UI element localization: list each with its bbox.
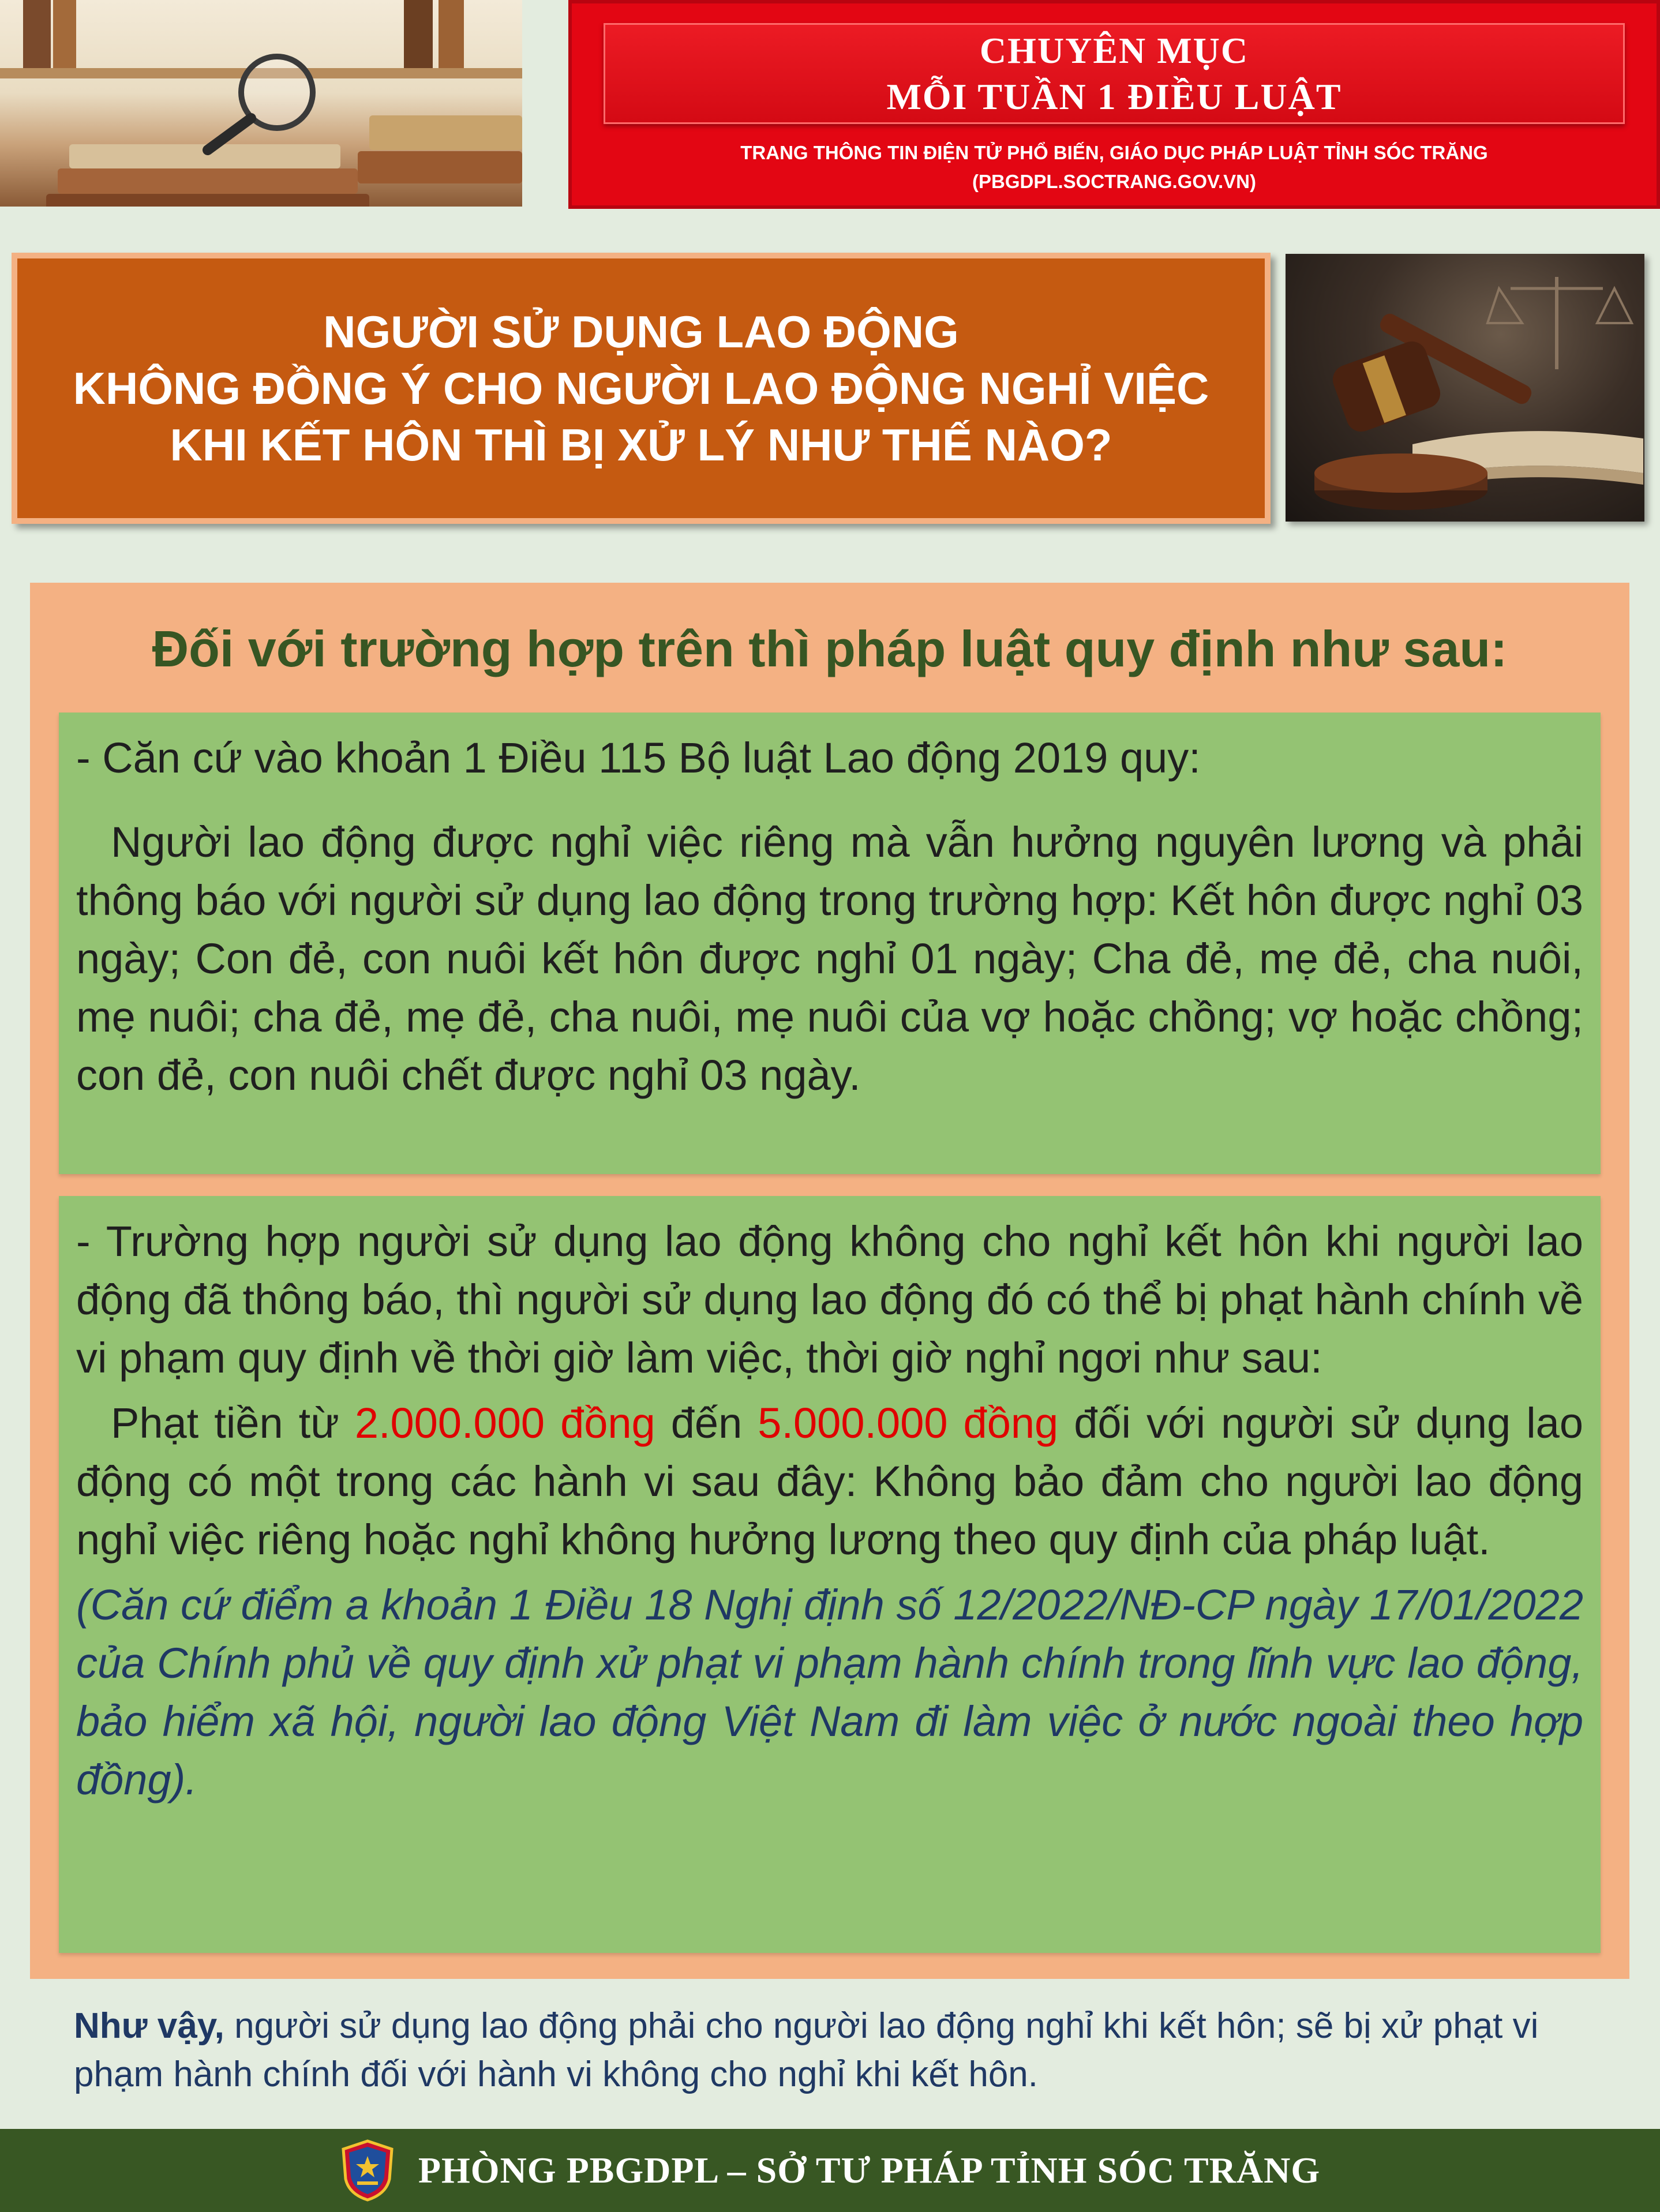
leave-rule-text: Người lao động được nghỉ việc riêng mà vẫn hưởng nguyên lương và phải thông báo với người sử dụng lao động trong trường hợp: Kết hôn được nghỉ 03 ngày; Con đẻ, con nuôi kết hôn được nghỉ 01 ngày; Cha đẻ, mẹ đẻ, cha nuôi, mẹ nuôi; cha đẻ, mẹ đẻ, cha nuôi, mẹ nuôi của vợ hoặc chồng; vợ hoặc chồng; con đẻ, con nuôi chết được nghỉ 03 ngày. [76,818,1583,1099]
gavel-icon [1286,254,1644,522]
fine-suffix: đối với người sử dụng lao động có một trong các hành vi sau đây: Không bảo đảm cho người lao động nghỉ việc riêng hoặc nghỉ không hưởng lương theo quy định của pháp luật. [76,1399,1583,1564]
header-banner [568,0,1660,209]
fine-min-amount: 2.000.000 đồng [354,1399,655,1447]
book-stack [369,115,522,150]
headline-line2: KHÔNG ĐỒNG Ý CHO NGƯỜI LAO ĐỘNG NGHỈ VIỆC [73,363,1209,414]
banner-title-line2: MỖI TUẦN 1 ĐIỀU LUẬT [886,76,1342,117]
citation-text: (Căn cứ điểm a khoản 1 Điều 18 Nghị định số 12/2022/NĐ-CP ngày 17/01/2022 của Chính phủ về quy định xử phạt vi phạm hành chính trong lĩnh vực lao động, bảo hiểm xã hội, người lao động Việt Nam đi làm việc ở nước ngoài theo hợp đồng). [76,1581,1583,1804]
fine-paragraph [76,1394,1583,1569]
footer-text: PHÒNG PBGDPL – SỞ TƯ PHÁP TỈNH SÓC TRĂNG [418,2150,1321,2191]
legal-basis-text: - Căn cứ vào khoản 1 Điều 115 Bộ luật Lao động 2019 quy: [76,734,1201,782]
violation-case-text: - Trường hợp người sử dụng lao động không cho nghỉ kết hôn khi người lao động đã thông báo, thì người sử dụng lao động đó có thể bị phạt hành chính về vi phạm quy định về thời giờ làm việc, thời giờ nghỉ ngơi như sau: [76,1217,1583,1382]
gavel-photo [1286,254,1644,522]
book-spine [53,0,76,68]
banner-subtitle-line2: (PBGDPL.SOCTRANG.GOV.VN) [972,171,1256,192]
fine-max-amount: 5.000.000 đồng [758,1399,1059,1447]
fine-prefix: Phạt tiền từ [111,1399,355,1447]
conclusion [74,2002,1586,2099]
books-photo [0,0,522,207]
book-spine [23,0,51,68]
headline-line3: KHI KẾT HÔN THÌ BỊ XỬ LÝ NHƯ THẾ NÀO? [170,419,1112,470]
content-panel [30,583,1629,1979]
headline-line1: NGƯỜI SỬ DỤNG LAO ĐỘNG [323,306,959,357]
intro-heading: Đối với trường hợp trên thì pháp luật quy định như sau: [152,620,1508,677]
book-spine [439,0,464,68]
justice-emblem-icon [340,2139,395,2202]
legal-basis-box [59,713,1601,1174]
headline-box [12,253,1271,524]
fine-mid: đến [655,1399,758,1447]
conclusion-text: người sử dụng lao động phải cho người lao động nghỉ khi kết hôn; sẽ bị xử phạt vi phạm hành chính đối với hành vi không cho nghỉ khi kết hôn. [74,2006,1539,2094]
banner-title-box [604,23,1625,124]
footer [0,2129,1660,2212]
magnifying-glass-icon [190,46,340,162]
book-spine [404,0,433,68]
book-stack [58,168,358,194]
penalty-box [59,1196,1601,1953]
conclusion-lead: Như vậy, [74,2006,224,2046]
banner-subtitle-line1: TRANG THÔNG TIN ĐIỆN TỬ PHỔ BIẾN, GIÁO DỤC PHÁP LUẬT TỈNH SÓC TRĂNG [740,142,1488,163]
book-stack [46,194,369,207]
banner-title-line1: CHUYÊN MỤC [979,29,1249,71]
book-stack [358,151,522,183]
